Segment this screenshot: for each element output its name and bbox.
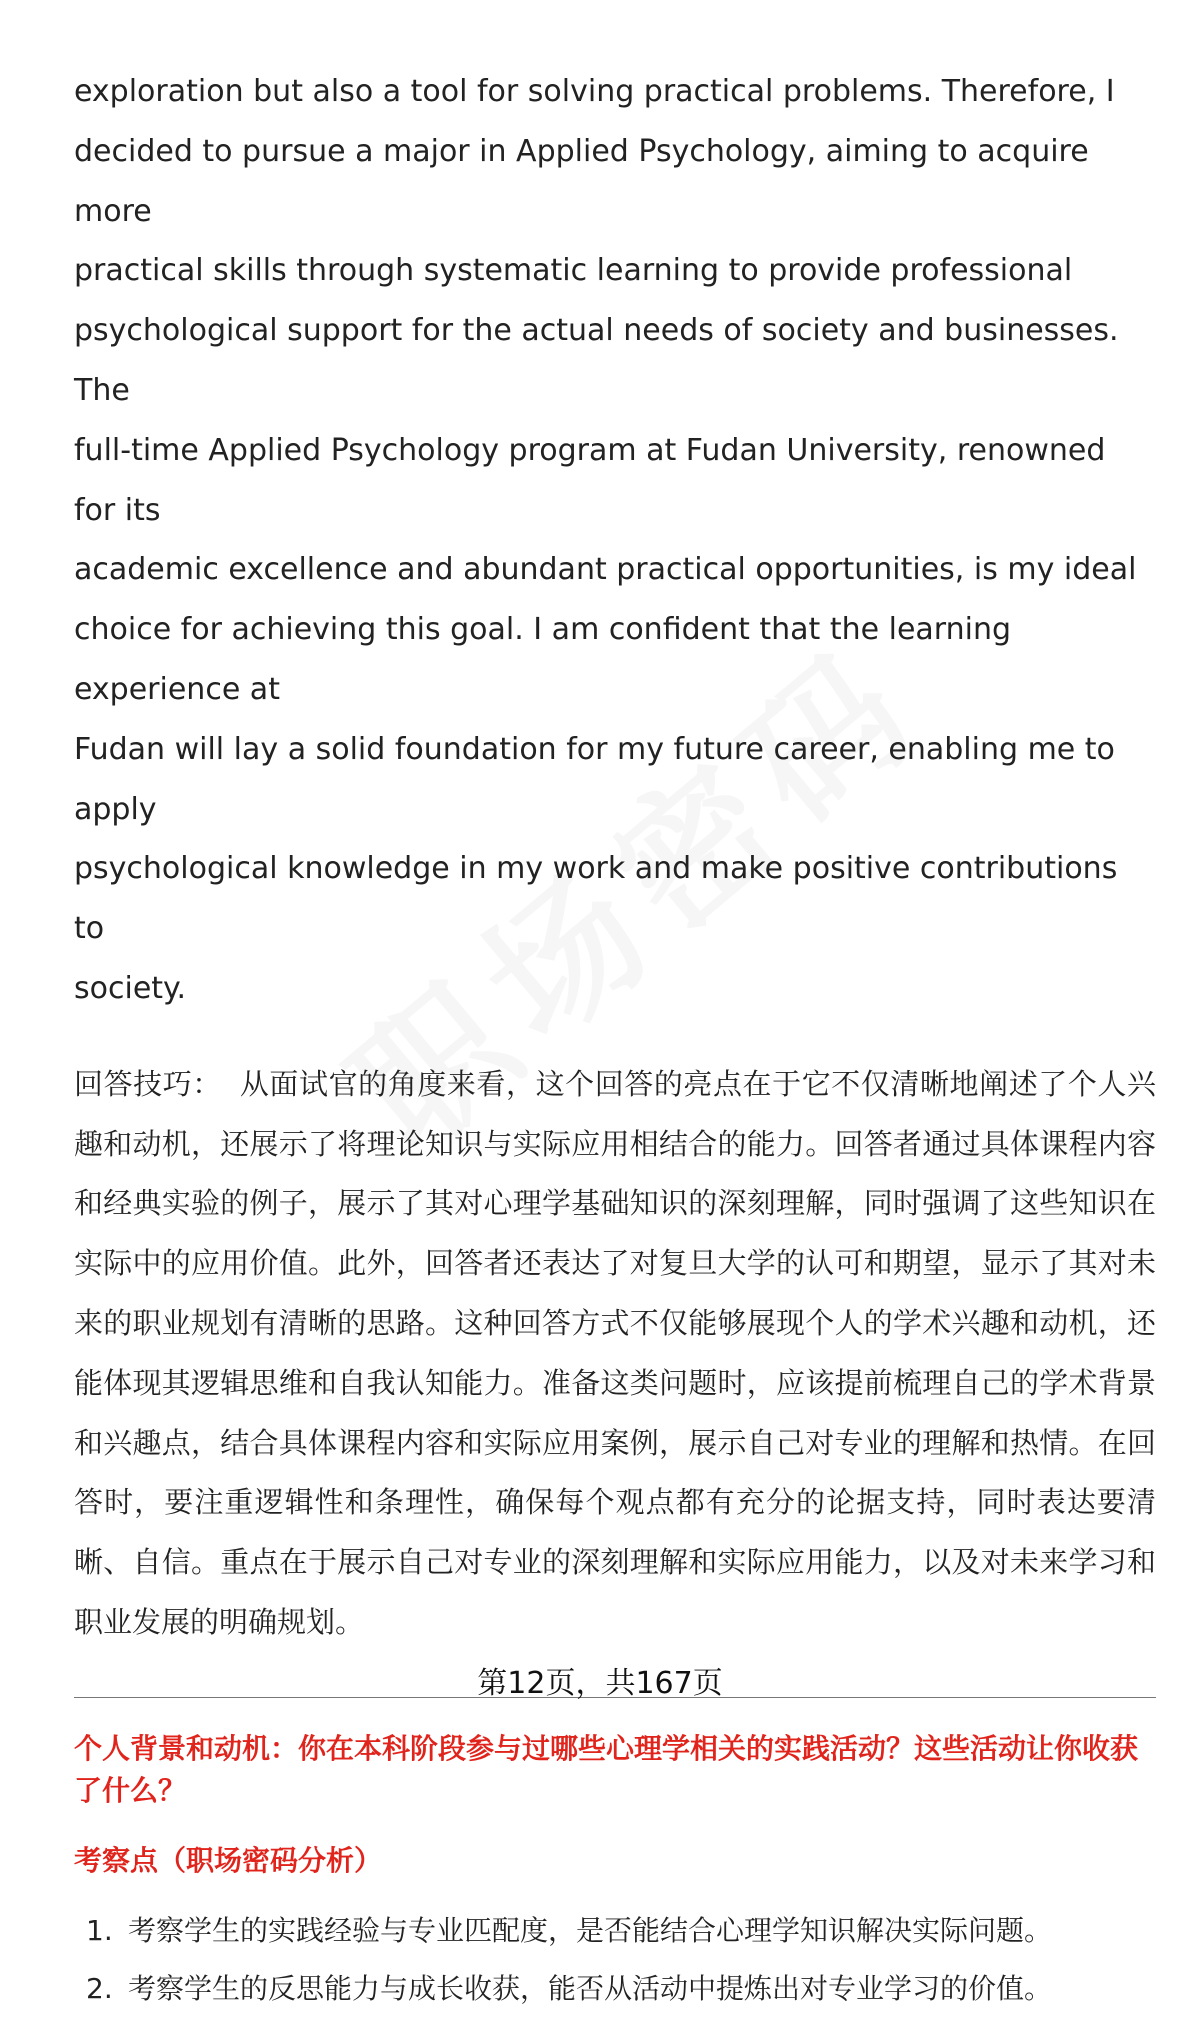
section-heading: 考察点（职场密码分析） — [74, 1843, 383, 1877]
english-line: society. — [74, 970, 187, 1006]
list-item-number: 1. — [86, 1913, 113, 1947]
english-line: psychological knowledge in my work and make positive contributions to — [74, 851, 1118, 947]
list-item-text: 考察学生的实践经验与专业匹配度，是否能结合心理学知识解决实际问题。 — [128, 1913, 1053, 1947]
page-number-footer: 第12页，共167页 — [477, 1666, 723, 1701]
english-line: exploration but also a tool for solving practical problems. Therefore, I — [74, 74, 1115, 109]
list-item — [74, 1960, 1156, 2018]
english-answer — [74, 62, 1156, 1019]
english-line: decided to pursue a major in Applied Psychology, aiming to acquire more — [74, 133, 1089, 229]
answer-tips-paragraph — [74, 1055, 1156, 1653]
english-line: choice for achieving this goal. I am confident that the learning experience at — [74, 612, 1012, 707]
page-content — [74, 62, 1156, 2018]
english-line: practical skills through systematic learning to provide professional — [74, 253, 1073, 289]
english-line: Fudan will lay a solid foundation for my future career, enabling me to apply — [74, 731, 1115, 827]
assessment-points-list — [74, 1902, 1156, 2018]
english-line: full-time Applied Psychology program at Fudan University, renowned for its — [74, 432, 1106, 528]
answer-tips-text: 从面试官的角度来看，这个回答的亮点在于它不仅清晰地阐述了个人兴趣和动机，还展示了将理论知识与实际应用相结合的能力。回答者通过具体课程内容和经典实验的例子，展示了其对心理学基础知识的深刻理解，同时强调了这些知识在实际中的应用价值。此外，回答者还表达了对复旦大学的认可和期望，显示了其对未来的职业规划有清晰的思路。这种回答方式不仅能够展现个人的学术兴趣和动机，还能体现其逻辑思维和自我认知能力。准备这类问题时，应该提前梳理自己的学术背景和兴趣点，结合具体课程内容和实际应用案例，展示自己对专业的理解和热情。在回答时，要注重逻辑性和条理性，确保每个观点都有充分的论据支持，同时表达要清晰、自信。重点在于展示自己对专业的深刻理解和实际应用能力，以及对未来学习和职业发展的明确规划。 — [74, 1066, 1156, 1639]
english-line: psychological support for the actual needs of society and businesses. The — [74, 313, 1119, 408]
list-item — [74, 1902, 1156, 1960]
list-item-text: 考察学生的反思能力与成长收获，能否从活动中提炼出对专业学习的价值。 — [128, 1971, 1053, 2005]
list-item-number: 2. — [86, 1971, 113, 2005]
question-title: 个人背景和动机：你在本科阶段参与过哪些心理学相关的实践活动？这些活动让你收获了什么？ — [74, 1731, 1139, 1807]
english-line: academic excellence and abundant practical opportunities, is my ideal — [74, 552, 1137, 588]
answer-tips-label: 回答技巧： — [74, 1066, 222, 1101]
